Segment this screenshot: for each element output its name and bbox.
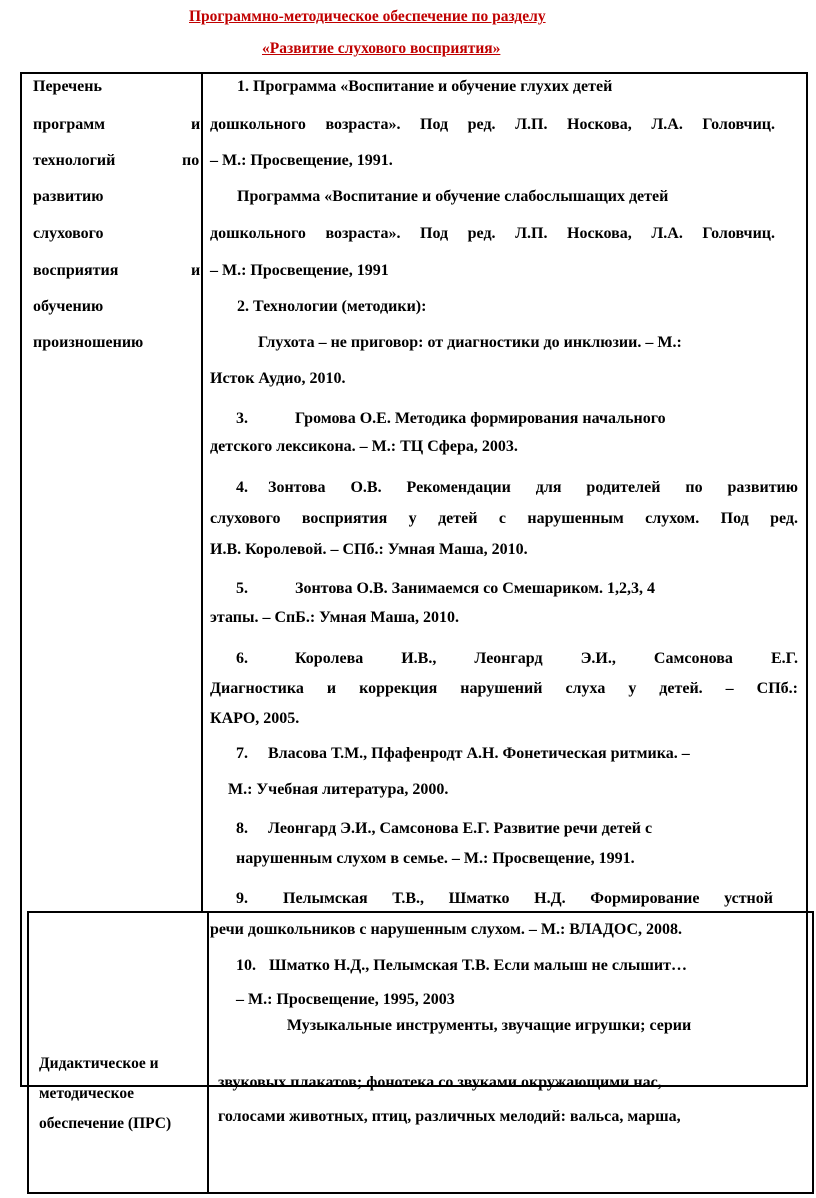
text-line: – М.: Просвещение, 1995, 2003 bbox=[236, 991, 455, 1008]
list-number: 6. bbox=[236, 650, 248, 667]
text-line: КАРО, 2005. bbox=[210, 710, 300, 727]
text-line: И.В. Королевой. – СПб.: Умная Маша, 2010. bbox=[210, 541, 528, 558]
title-line-2: «Развитие слухового восприятия» bbox=[262, 40, 501, 57]
left-label-tail: по bbox=[182, 152, 200, 169]
list-number: 8. bbox=[236, 820, 248, 837]
left-label: восприятия bbox=[33, 262, 119, 279]
text-line: Шматко Н.Д., Пелымская Т.В. Если малыш не слышит… bbox=[269, 957, 688, 974]
text-line: звуковых плакатов; фонотека со звуками окружающими нас, bbox=[218, 1074, 662, 1091]
text-line: дошкольного возраста». Под ред. Л.П. Носкова, Л.А. Головчиц. bbox=[210, 225, 775, 242]
left-label: технологий bbox=[33, 152, 116, 169]
text-line: этапы. – СпБ.: Умная Маша, 2010. bbox=[210, 609, 459, 626]
list-number: 10. bbox=[236, 957, 256, 974]
text-line: 1. Программа «Воспитание и обучение глухих детей bbox=[237, 78, 613, 95]
left-label-tail: и bbox=[191, 262, 201, 279]
text-line: речи дошкольников с нарушенным слухом. – М.: ВЛАДОС, 2008. bbox=[210, 921, 683, 938]
list-number: 5. bbox=[236, 580, 248, 597]
left-label-tail: и bbox=[191, 116, 201, 133]
column-divider-top bbox=[201, 72, 203, 912]
text-line: дошкольного возраста». Под ред. Л.П. Носкова, Л.А. Головчиц. bbox=[210, 116, 775, 133]
text-line: – М.: Просвещение, 1991. bbox=[210, 152, 393, 169]
text-line: – М.: Просвещение, 1991 bbox=[210, 262, 389, 279]
text-line: Зонтова О.В. Рекомендации для родителей по развитию bbox=[268, 479, 798, 496]
text-line: 2. Технологии (методики): bbox=[237, 298, 427, 315]
left-label: произношению bbox=[33, 334, 144, 351]
text-line: Исток Аудио, 2010. bbox=[210, 370, 346, 387]
text-line: Музыкальные инструменты, звучащие игрушки; серии bbox=[286, 1017, 692, 1034]
list-number: 3. bbox=[236, 410, 248, 427]
text-line: голосами животных, птиц, различных мелодий: вальса, марша, bbox=[218, 1108, 681, 1125]
list-number: 9. bbox=[236, 890, 248, 907]
title-line-1: Программно-методическое обеспечение по разделу bbox=[189, 8, 546, 25]
text-line: Громова О.Е. Методика формирования начального bbox=[295, 410, 666, 427]
text-line: слухового восприятия у детей с нарушенным слухом. Под ред. bbox=[210, 510, 798, 527]
left-label: обучению bbox=[33, 298, 104, 315]
left-label: слухового bbox=[33, 225, 104, 242]
left-label: развитию bbox=[33, 188, 104, 205]
left-label: программ bbox=[33, 116, 106, 133]
left-label: Дидактическое и bbox=[39, 1055, 159, 1072]
column-divider-bottom bbox=[207, 911, 209, 1194]
text-line: Диагностика и коррекция нарушений слуха у детей. – СПб.: bbox=[210, 680, 798, 697]
left-label: Перечень bbox=[33, 78, 102, 95]
text-line: детского лексикона. – М.: ТЦ Сфера, 2003. bbox=[210, 438, 518, 455]
list-number: 4. bbox=[236, 479, 248, 496]
text-line: Пелымская Т.В., Шматко Н.Д. Формирование устной bbox=[283, 890, 773, 907]
text-line: Глухота – не приговор: от диагностики до инклюзии. – М.: bbox=[258, 334, 682, 351]
left-label: методическое bbox=[39, 1085, 134, 1102]
text-line: Программа «Воспитание и обучение слабослышащих детей bbox=[237, 188, 669, 205]
text-line: Власова Т.М., Пфафенродт А.Н. Фонетическая ритмика. – bbox=[268, 745, 690, 762]
text-line: Королева И.В., Леонгард Э.И., Самсонова Е.Г. bbox=[295, 650, 798, 667]
text-line: М.: Учебная литература, 2000. bbox=[228, 781, 449, 798]
left-label: обеспечение (ПРС) bbox=[39, 1115, 172, 1132]
text-line: Леонгард Э.И., Самсонова Е.Г. Развитие речи детей с bbox=[268, 820, 653, 837]
list-number: 7. bbox=[236, 745, 248, 762]
text-line: нарушенным слухом в семье. – М.: Просвещение, 1991. bbox=[236, 850, 635, 867]
text-line: Зонтова О.В. Занимаемся со Смешариком. 1,2,3, 4 bbox=[295, 580, 655, 597]
